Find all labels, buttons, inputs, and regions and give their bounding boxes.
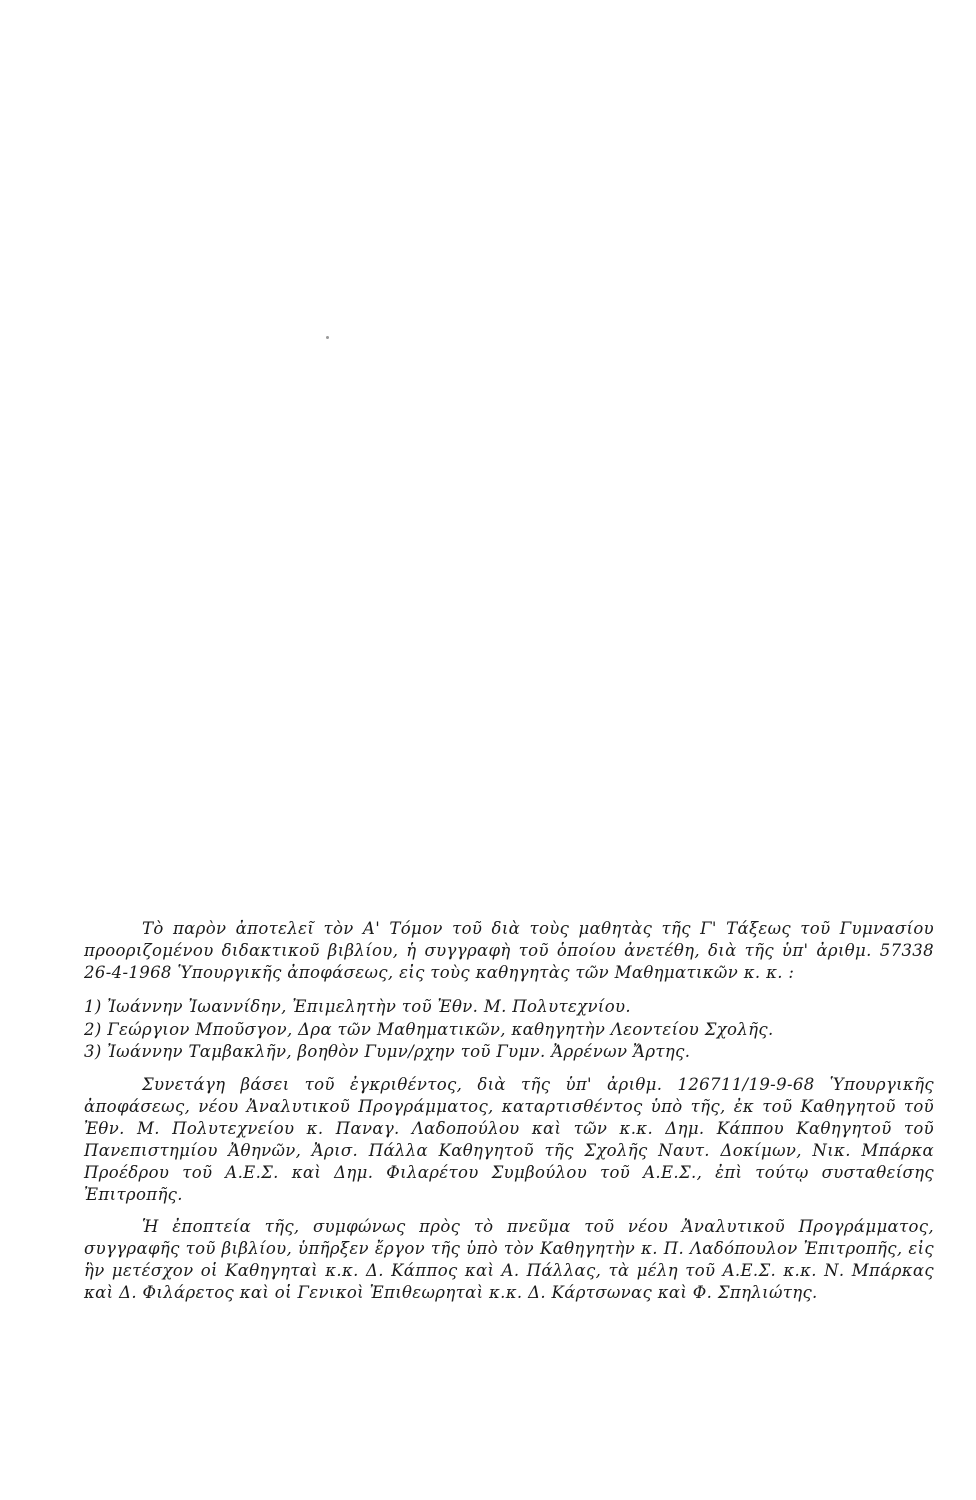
author-item-2: 2) Γεώργιον Μποῦσγον, Δρα τῶν Μαθηματικῶν, καθηγητὴν Λεοντείου Σχολῆς. — [84, 1019, 774, 1039]
intro-paragraph-text: Τὸ παρὸν ἀποτελεῖ τὸν Α' Τόμον τοῦ διὰ τοὺς μαθητὰς τῆς Γ' Τάξεως τοῦ Γυμνασίου προοριζομένου διδακτικοῦ βιβλίου, ἡ συγγραφὴ τοῦ ὁποίου ἀνετέθη, διὰ τῆς ὑπ' ἀριθμ. 57338 26-4-1968 Ὑπουργικῆς ἀποφάσεως, εἰς τοὺς καθηγητὰς τῶν Μαθηματικῶν κ. κ. : — [84, 919, 934, 982]
supervision-paragraph-text: Ἡ ἐποπτεία τῆς, συμφώνως πρὸς τὸ πνεῦμα τοῦ νέου Ἀναλυτικοῦ Προγράμματος, συγγραφῆς τοῦ βιβλίου, ὑπῆρξεν ἔργον τῆς ὑπὸ τὸν Καθηγητὴν κ. Π. Λαδόπουλον Ἐπιτροπῆς, εἰς ἣν μετέσχον οἱ Καθηγηταὶ κ.κ. Δ. Κάππος καὶ Α. Πάλλας, τὰ μέλη τοῦ Α.Ε.Σ. κ.κ. Ν. Μπάρκας καὶ Δ. Φιλάρετος καὶ οἱ Γενικοὶ Ἐπιθεωρηταὶ κ.κ. Δ. Κάρτσωνας καὶ Φ. Σπηλιώτης. — [84, 1216, 934, 1302]
intro-paragraph — [84, 918, 934, 984]
colophon-text-block — [84, 918, 934, 1304]
compiled-paragraph — [84, 1074, 934, 1206]
supervision-paragraph — [84, 1216, 934, 1304]
author-item-1: 1) Ἰωάννην Ἰωαννίδην, Ἐπιμελητὴν τοῦ Ἐθν. Μ. Πολυτεχνίου. — [84, 997, 631, 1016]
ink-speck — [326, 336, 329, 339]
authors-list — [84, 996, 934, 1064]
paragraph-gap — [84, 1206, 934, 1216]
compiled-paragraph-text: Συνετάγη βάσει τοῦ ἐγκριθέντος, διὰ τῆς ὑπ' ἀριθμ. 126711/19-9-68 Ὑπουργικῆς ἀποφάσεως, νέου Ἀναλυτικοῦ Προγράμματος, καταρτισθέντος ὑπὸ τῆς, ἐκ τοῦ Καθηγητοῦ τοῦ Ἐθν. Μ. Πολυτεχνείου κ. Παναγ. Λαδοπούλου καὶ τῶν κ.κ. Δημ. Κάππου Καθηγητοῦ τοῦ Πανεπιστημίου Ἀθηνῶν, Ἀρισ. Πάλλα Καθηγητοῦ τῆς Σχολῆς Ναυτ. Δοκίμων, Νικ. Μπάρκα Προέδρου τοῦ Α.Ε.Σ. καὶ Δημ. Φιλαρέτου Συμβούλου τοῦ Α.Ε.Σ., ἐπὶ τούτῳ συσταθείσης Ἐπιτροπῆς. — [84, 1074, 934, 1204]
author-item-3: 3) Ἰωάννην Ταμβακλῆν, βοηθὸν Γυμν/ρχην τοῦ Γυμν. Ἀρρένων Ἄρτης. — [84, 1042, 691, 1061]
